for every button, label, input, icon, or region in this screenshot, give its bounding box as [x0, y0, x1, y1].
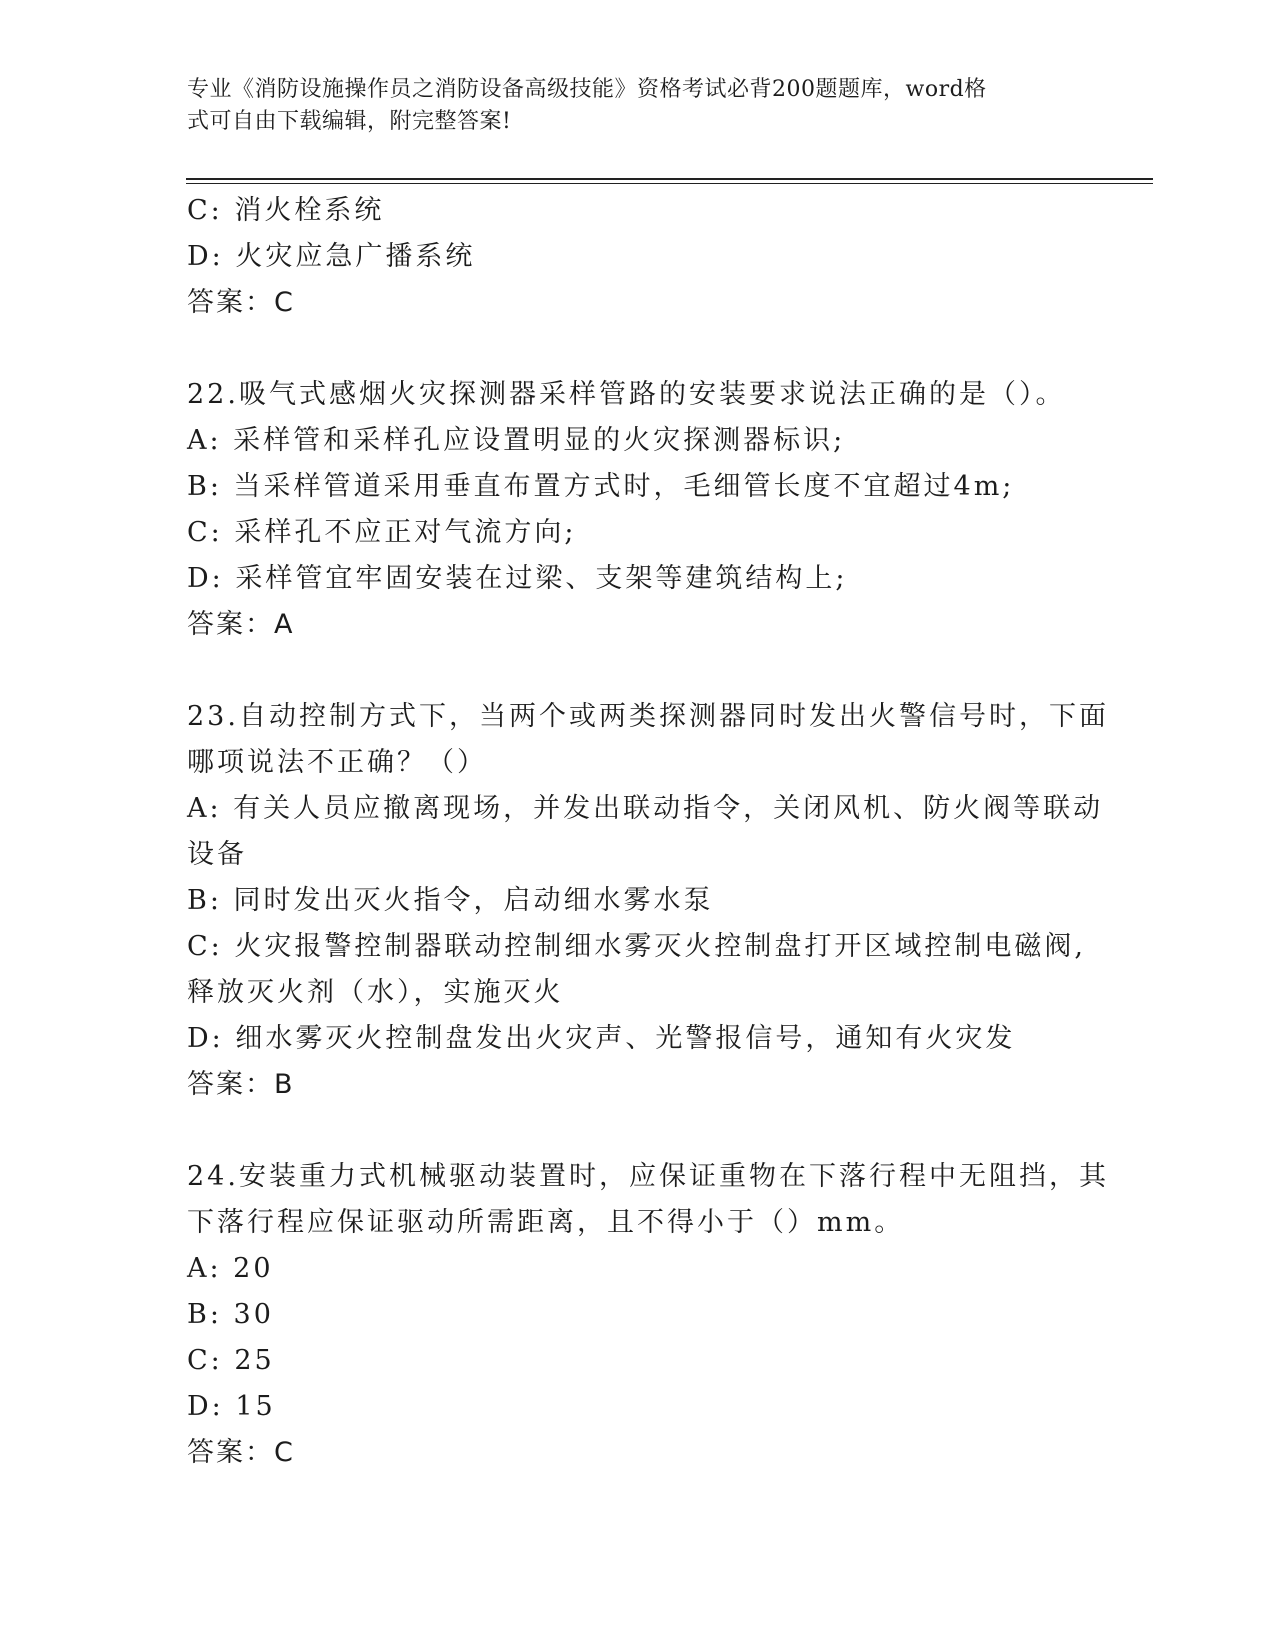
- question-21-continued: [187, 188, 1087, 326]
- option-c: C: 采样孔不应正对气流方向;: [187, 517, 577, 548]
- option-a: A: 采样管和采样孔应设置明显的火灾探测器标识;: [187, 425, 846, 456]
- answer: 答案：A: [187, 609, 295, 640]
- spacer: [187, 1108, 1087, 1154]
- option-c: C: 消火栓系统: [187, 195, 385, 226]
- option-a-line-2: 设备: [187, 839, 247, 870]
- question-stem-line-2: 下落行程应保证驱动所需距离，且不得小于（）mm。: [187, 1207, 905, 1238]
- option-d: D: 细水雾灭火控制盘发出火灾声、光警报信号，通知有火灾发: [187, 1023, 1016, 1054]
- header-line-1: 专业《消防设施操作员之消防设备高级技能》资格考试必背200题题库，word格: [187, 77, 987, 102]
- option-b: B: 当采样管道采用垂直布置方式时，毛细管长度不宜超过4m;: [187, 471, 1015, 502]
- question-stem-line-2: 哪项说法不正确？（）: [187, 747, 487, 778]
- document-header: [187, 74, 1067, 138]
- answer: 答案：C: [187, 287, 295, 318]
- option-b: B: 30: [187, 1299, 274, 1330]
- spacer: [187, 326, 1087, 372]
- answer: 答案：C: [187, 1437, 295, 1468]
- question-stem-line-1: 24.安装重力式机械驱动装置时，应保证重物在下落行程中无阻挡，其: [187, 1161, 1109, 1192]
- option-d: D: 采样管宜牢固安装在过梁、支架等建筑结构上;: [187, 563, 848, 594]
- option-d: D: 火灾应急广播系统: [187, 241, 476, 272]
- option-b: B: 同时发出灭火指令，启动细水雾水泵: [187, 885, 714, 916]
- spacer: [187, 648, 1087, 694]
- option-c-line-2: 释放灭火剂（水），实施灭火: [187, 977, 564, 1008]
- option-d: D: 15: [187, 1391, 276, 1422]
- header-line-2: 式可自由下载编辑，附完整答案!: [187, 109, 512, 134]
- question-22: [187, 372, 1087, 648]
- question-24: [187, 1154, 1109, 1476]
- header-divider-thick: [186, 178, 1153, 180]
- option-a-line-1: A: 有关人员应撤离现场，并发出联动指令，关闭风机、防火阀等联动: [187, 793, 1104, 824]
- question-stem-line-1: 23.自动控制方式下，当两个或两类探测器同时发出火警信号时，下面: [187, 701, 1109, 732]
- option-c: C: 25: [187, 1345, 275, 1376]
- question-list: [187, 188, 1109, 1476]
- option-a: A: 20: [187, 1253, 274, 1284]
- question-23: [187, 694, 1109, 1108]
- header-divider-thin: [186, 183, 1153, 184]
- answer: 答案：B: [187, 1069, 295, 1100]
- question-stem: 22.吸气式感烟火灾探测器采样管路的安装要求说法正确的是（）。: [187, 379, 1066, 410]
- option-c-line-1: C: 火灾报警控制器联动控制细水雾灭火控制盘打开区域控制电磁阀,: [187, 931, 1086, 962]
